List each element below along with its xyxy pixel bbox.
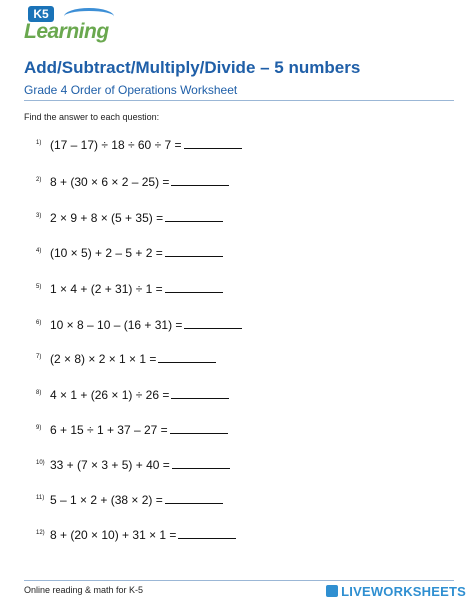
question-number: 2) [36, 177, 42, 183]
question-expression: 4 × 1 + (26 × 1) ÷ 26 = [50, 388, 170, 402]
logo-badge: K5 [28, 6, 54, 22]
question-1 [36, 138, 242, 152]
answer-blank[interactable] [184, 319, 242, 329]
question-number: 7) [36, 354, 42, 360]
question-expression: (17 – 17) ÷ 18 ÷ 60 ÷ 7 = [50, 138, 182, 152]
answer-blank[interactable] [171, 176, 229, 186]
answer-blank[interactable] [184, 139, 242, 149]
liveworksheets-watermark[interactable] [326, 582, 466, 600]
footer-text: Online reading & math for K-5 [24, 585, 144, 595]
question-10 [36, 458, 230, 472]
question-3 [36, 211, 223, 225]
answer-blank[interactable] [172, 459, 230, 469]
answer-blank[interactable] [171, 389, 229, 399]
answer-blank[interactable] [165, 494, 223, 504]
question-number: 3) [36, 213, 42, 219]
page-title: Add/Subtract/Multiply/Divide – 5 numbers [24, 58, 361, 77]
question-7 [36, 352, 216, 366]
question-12 [36, 528, 236, 542]
footer-divider [24, 580, 454, 581]
answer-blank[interactable] [170, 424, 228, 434]
question-9 [36, 423, 228, 437]
question-number: 11) [36, 495, 45, 501]
question-2 [36, 175, 229, 189]
question-expression: 2 × 9 + 8 × (5 + 35) = [50, 211, 164, 225]
answer-blank[interactable] [178, 529, 236, 539]
question-expression: (10 × 5) + 2 – 5 + 2 = [50, 246, 163, 260]
instructions: Find the answer to each question: [24, 112, 160, 122]
k5-learning-logo [24, 6, 124, 46]
question-number: 4) [36, 248, 42, 254]
question-expression: 1 × 4 + (2 + 31) ÷ 1 = [50, 282, 163, 296]
question-11 [36, 493, 223, 507]
question-number: 6) [36, 320, 42, 326]
question-expression: 5 – 1 × 2 + (38 × 2) = [50, 493, 163, 507]
question-expression: 10 × 8 – 10 – (16 + 31) = [50, 318, 183, 332]
answer-blank[interactable] [165, 212, 223, 222]
question-8 [36, 388, 229, 402]
question-number: 12) [36, 530, 45, 536]
question-5 [36, 282, 223, 296]
question-expression: 33 + (7 × 3 + 5) + 40 = [50, 458, 170, 472]
question-number: 10) [36, 460, 45, 466]
answer-blank[interactable] [165, 247, 223, 257]
answer-blank[interactable] [158, 353, 216, 363]
logo-wordmark: Learning [24, 20, 109, 43]
question-number: 8) [36, 390, 42, 396]
question-expression: (2 × 8) × 2 × 1 × 1 = [50, 352, 157, 366]
question-number: 1) [36, 140, 42, 146]
answer-blank[interactable] [165, 283, 223, 293]
page-subtitle: Grade 4 Order of Operations Worksheet [24, 83, 238, 97]
header-divider [24, 100, 454, 101]
question-6 [36, 318, 242, 332]
question-4 [36, 246, 223, 260]
question-expression: 8 + (20 × 10) + 31 × 1 = [50, 528, 177, 542]
liveworksheets-logo-icon [326, 585, 338, 597]
liveworksheets-brand: LIVEWORKSHEETS [341, 583, 466, 599]
question-expression: 6 + 15 ÷ 1 + 37 – 27 = [50, 423, 168, 437]
question-number: 9) [36, 425, 42, 431]
question-expression: 8 + (30 × 6 × 2 – 25) = [50, 175, 170, 189]
question-number: 5) [36, 284, 42, 290]
